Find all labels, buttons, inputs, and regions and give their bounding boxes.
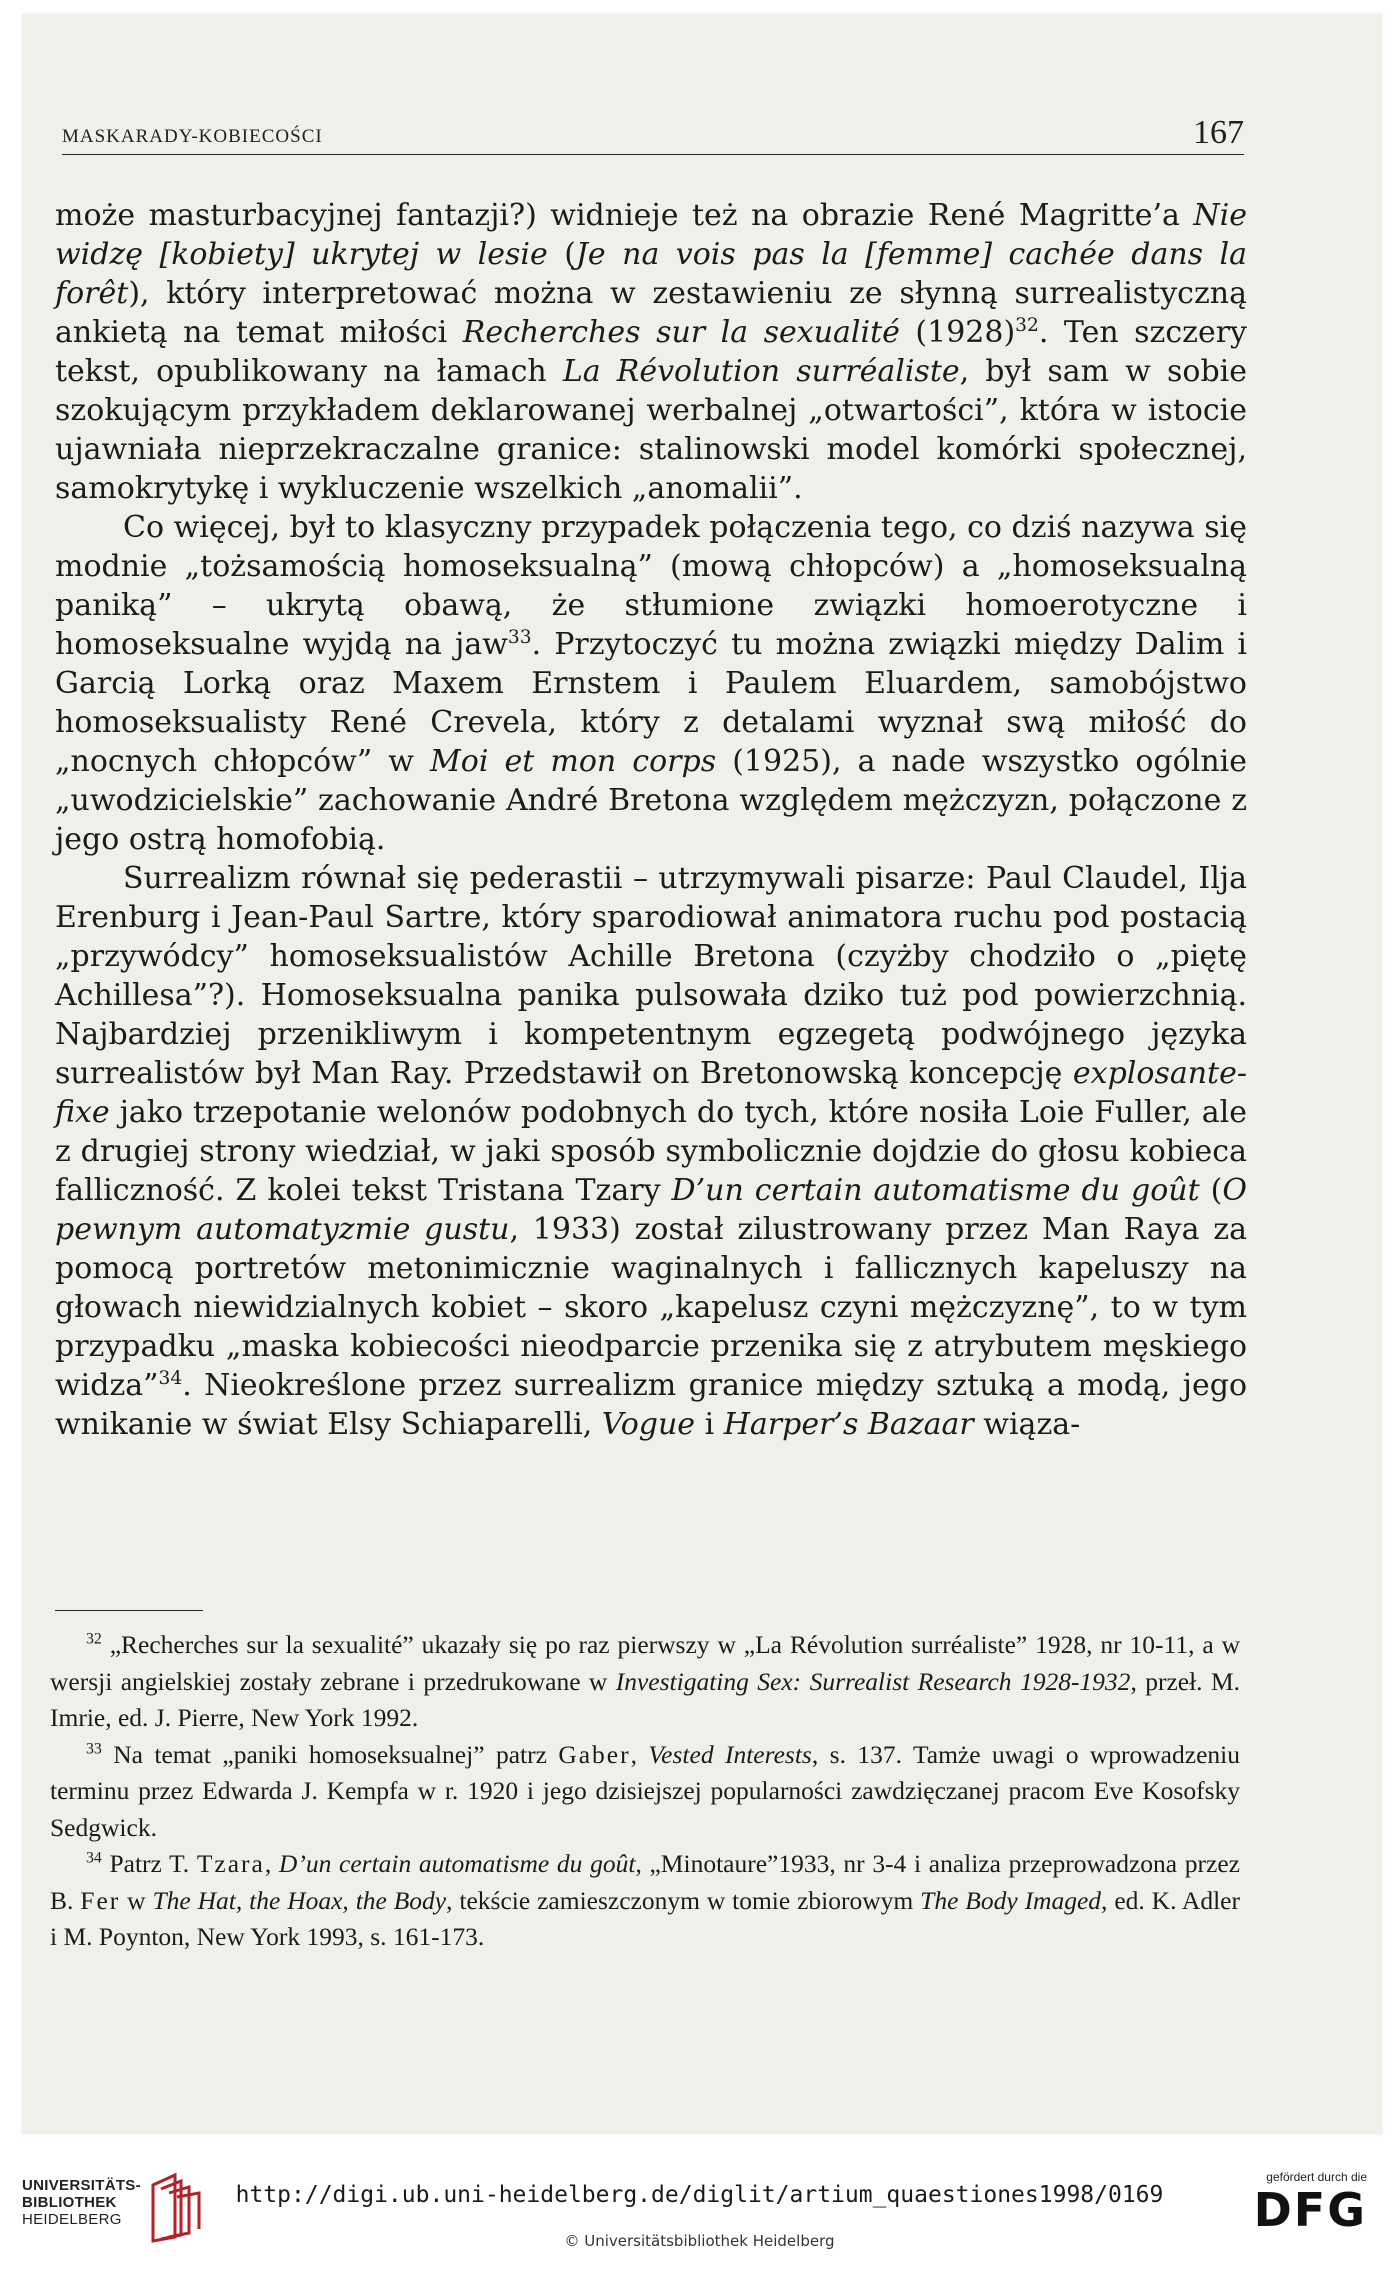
italic-title: Vogue [601,1407,696,1442]
text-run: Patrz T. [101,1849,197,1878]
text-run: ), który interpretować można w zestawieniu ze słynną surrealistyczną ankietą na temat miłości [55,276,1247,350]
text-run: ( [1199,1173,1223,1208]
text-run: jako trzepotanie welonów podobnych do tych, które nosiła Loie Fuller, ale z drugiej strony wiedział, w jaki sposób symbolicznie dojdzie do głosu kobieca falliczność. Z kolei tekst Tristana Tzary [55,1095,1247,1208]
permalink-url[interactable]: http://digi.ub.uni-heidelberg.de/diglit/artium_quaestiones1998/0169 [235,2182,1164,2208]
text-run: , [264,1849,279,1878]
footnote-ref: 34 [158,1368,183,1389]
dfg-funding-logo[interactable] [1227,2170,1367,2260]
italic-title: Moi et mon corps [430,744,717,779]
text-run: Surrealizm równał się pederastii – utrzymywali pisarze: Paul Claudel, Ilja Erenburg i Jean-Paul Sartre, który sparodiował animatora ruchu pod postacią „przywódcy” homoseksualistów Achille Bretona (czyżby chodziło o „piętę Achillesa”?). Homoseksualna panika pulsowała dziko tuż pod powierzchnią. Najbardziej przenikliwym i kompetentnym egzegetą podwójnego języka surrealistów był Man Ray. Przedstawił on Bretonowską koncepcję [55,861,1247,1091]
paragraph-1 [55,196,1247,508]
text-run: (1928) [899,315,1016,350]
dfg-logo-text: DFG [1253,2183,1367,2237]
text-run: „Recherches sur la sexualité” ukazały się po raz pierwszy w „La Révolution surréaliste” 1928, nr 10-11, a w wersji angielskiej zostały zebrane i przedrukowane w [50,1630,1240,1696]
italic-title: Nie widzę [kobiety] ukrytej w lesie [55,198,1247,272]
italic-title: Investigating Sex: Surrealist Research 1928-1932 [615,1666,1131,1696]
text-run: , 1933) został zilustrowany przez Man Raya za pomocą portretów metonimicznie waginalnych i fallicznych kapeluszy na głowach niewidzialnych kobiet – skoro „kapelusz czyni mężczyznę”, to w tym przypadku „maska kobiecości nieodparcie przenika się z atrybutem męskiego widza” [55,1212,1247,1403]
italic-title: The Body Imaged [920,1885,1102,1915]
text-run: może masturbacyjnej fantazji?) widnieje też na obrazie René Magritte’a [55,198,1194,233]
author-name: Fer [80,1885,121,1915]
text-run: . Ten szczery tekst, opublikowany na łamach [55,315,1247,389]
italic-term: explosante-fixe [55,1056,1247,1130]
logo-line: HEIDELBERG [22,2211,122,2228]
text-run: Co więcej, był to klasyczny przypadek połączenia tego, co dziś nazywa się modnie „tożsamością homoseksualną” (mową chłopców) a „homoseksualną paniką” – ukrytą obawą, że stłumione związki homoerotyczne i homoseksualne wyjdą na jaw [55,510,1247,662]
text-run: ( [547,237,576,272]
text-run: , przeł. M. Imrie, ed. J. Pierre, New York 1992. [50,1666,1240,1732]
library-footer [0,2150,1399,2270]
footnote-32 [50,1627,1240,1737]
author-name: Tzara [196,1849,265,1878]
running-header [62,110,1244,155]
logo-line: UNIVERSITÄTS- [22,2177,141,2194]
italic-title: The Hat, the Hoax, the Body [152,1885,447,1915]
text-run: , był sam w sobie szokującym przykładem deklarowanej werbalnej „otwartości”, która w istocie ujawniała nieprzekraczalne granice: stalinowski model komórki społecznej, samokrytykę i wykluczenie wszelkich „anomalii”. [55,354,1247,506]
footnote-number: 33 [86,1740,102,1757]
italic-title: La Révolution surréaliste [562,354,960,389]
text-run: . Nieokreślone przez surrealizm granice między sztuką a modą, jego wnikanie w świat Elsy Schiaparelli, [55,1368,1247,1442]
footnote-divider [55,1610,203,1611]
main-text [55,196,1247,1444]
text-run: , ed. K. Adler i M. Poynton, New York 1993, s. 161-173. [50,1885,1240,1951]
paragraph-2 [55,508,1247,859]
footnote-number: 34 [86,1849,102,1867]
footnote-ref: 32 [1015,315,1039,336]
text-run: w [120,1885,153,1915]
paragraph-3 [55,859,1247,1444]
text-run: wiąza- [973,1407,1081,1442]
footnotes [50,1627,1240,1956]
footnote-number: 32 [86,1630,102,1648]
text-run: i [695,1407,724,1442]
running-title: MASKARADY-KOBIECOŚCI [62,126,323,147]
footnote-ref: 33 [507,627,532,648]
italic-title: Je na vois pas la [femme] cachée dans la forêt [55,237,1248,311]
page-number: 167 [1193,114,1244,151]
copyright-notice: © Universitätsbibliothek Heidelberg [564,2232,835,2250]
text-run: , s. 137. Tamże uwagi o wprowadzeniu terminu przez Edwarda J. Kempfa w r. 1920 i jego dzisiejszej popularności zawdzięczanej pracom Eve Kosofsky Sedgwick. [50,1739,1240,1842]
text-run: (1925), a nade wszystko ogólnie „uwodzicielskie” zachowanie André Bretona względem mężczyzn, połączone z jego ostrą homofobią. [55,744,1247,857]
text-run: , tekście zamieszczonym w tomie zbiorowym [446,1885,921,1915]
text-run: Na temat „paniki homoseksualnej” patrz [101,1739,559,1769]
footnote-34 [50,1846,1240,1956]
author-name: Gaber [558,1739,631,1769]
italic-title: Vested Interests [648,1739,812,1769]
footnote-33 [50,1737,1240,1847]
italic-title: O pewnym automatyzmie gustu [55,1173,1248,1247]
text-run: , [630,1739,649,1769]
text-run: . Przytoczyć tu można związki między Dalim i Garcią Lorką oraz Maxem Ernstem i Paulem Eluardem, samobójstwo homoseksualisty René Crevela, który z detalami wyznał swą miłość do „nocnych chłopców” w [55,627,1247,779]
italic-title: Recherches sur la sexualité [462,315,900,350]
text-run: , „Minotaure”1933, nr 3-4 i analiza przeprowadzona przez B. [50,1849,1240,1915]
funding-note: gefördert durch die [1266,2170,1367,2184]
italic-title: Harper’s Bazaar [723,1407,974,1442]
italic-title: D’un certain automatisme du goût [671,1173,1200,1208]
logo-line: BIBLIOTHEK [22,2194,117,2211]
italic-title: D’un certain automatisme du goût [278,1849,636,1878]
